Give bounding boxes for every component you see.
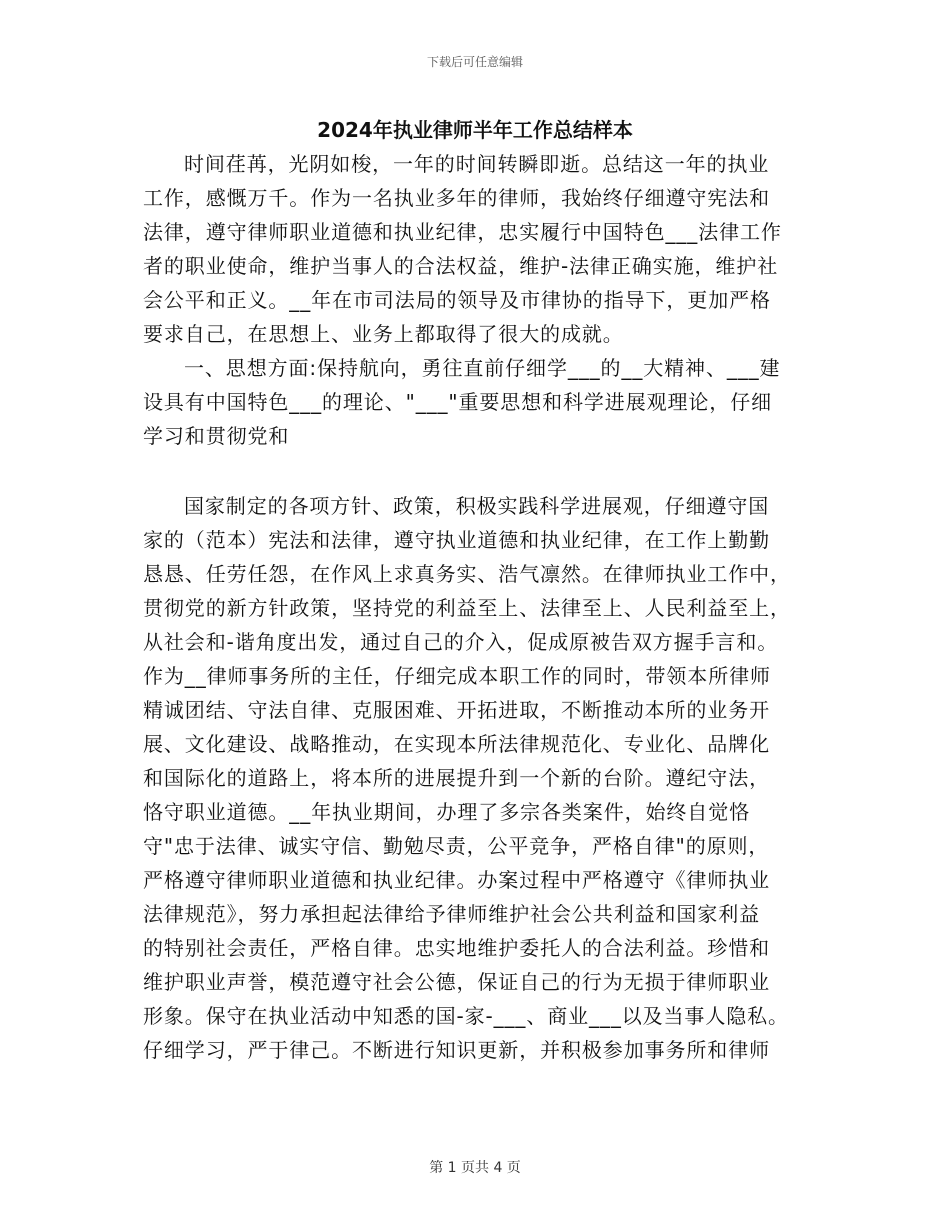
document-body xyxy=(143,147,808,1067)
paragraph3-line: 恪守职业道德。__年执业期间，办理了多宗各类案件，始终自觉恪 xyxy=(143,800,750,824)
paragraph3-line: 恳恳、任劳任怨，在作风上求真务实、浩气凛然。在律师执业工作中， xyxy=(143,562,791,586)
paragraph3-line: 展、文化建设、战略推动，在实现本所法律规范化、专业化、品牌化 xyxy=(143,732,770,756)
document-title: 2024年执业律师半年工作总结样本 xyxy=(317,118,633,142)
paragraph3-line: 维护职业声誉，模范遵守社会公德，保证自己的行为无损于律师职业 xyxy=(143,970,770,994)
paragraph2-line: 一、思想方面:保持航向，勇往直前仔细学___的__大精神、___建 xyxy=(184,356,781,380)
paragraph3-line: 国家制定的各项方针、政策，积极实践科学进展观，仔细遵守国 xyxy=(184,494,770,518)
paragraph1-line: 工作，感慨万千。作为一名执业多年的律师，我始终仔细遵守宪法和 xyxy=(143,186,770,210)
paragraph2-line: 学习和贯彻党和 xyxy=(143,424,290,448)
page-footer: 第 1 页共 4 页 xyxy=(429,1160,521,1176)
paragraph3-line: 从社会和-谐角度出发，通过自己的介入，促成原被告双方握手言和。 xyxy=(143,630,779,654)
paragraph3-line: 和国际化的道路上，将本所的进展提升到一个新的台阶。遵纪守法， xyxy=(143,766,770,790)
paragraph3-line: 形象。保守在执业活动中知悉的国-家-___、商业___以及当事人隐私。 xyxy=(143,1004,789,1028)
paragraph3-line: 作为__律师事务所的主任，仔细完成本职工作的同时，带领本所律师 xyxy=(143,664,771,688)
header-note: 下载后可任意编辑 xyxy=(426,55,523,69)
paragraph2-line: 设具有中国特色___的理论、"___"重要思想和科学进展观理论，仔细 xyxy=(143,390,772,414)
paragraph1-line: 时间荏苒，光阴如梭，一年的时间转瞬即逝。总结这一年的执业 xyxy=(184,152,770,176)
paragraph3-line: 法律规范》，努力承担起法律给予律师维护社会公共利益和国家利益 xyxy=(143,902,760,926)
paragraph3-line: 家的（范本）宪法和法律，遵守执业道德和执业纪律，在工作上勤勤 xyxy=(143,528,770,552)
paragraph1-line: 者的职业使命，维护当事人的合法权益，维护-法律正确实施，维护社 xyxy=(143,254,779,278)
paragraph3-line: 守"忠于法律、诚实守信、勤勉尽责，公平竞争，严格自律"的原则， xyxy=(143,834,770,858)
paragraph3-line: 贯彻党的新方针政策，坚持党的利益至上、法律至上、人民利益至上， xyxy=(143,596,791,620)
paragraph3-line: 严格遵守律师职业道德和执业纪律。办案过程中严格遵守《律师执业 xyxy=(143,868,770,892)
paragraph-gap xyxy=(143,453,808,489)
paragraph3-line: 仔细学习，严于律己。不断进行知识更新，并积极参加事务所和律师 xyxy=(143,1038,770,1062)
paragraph3-line: 的特别社会责任，严格自律。忠实地维护委托人的合法利益。珍惜和 xyxy=(143,936,770,960)
paragraph3-line: 精诚团结、守法自律、克服困难、开拓进取，不断推动本所的业务开 xyxy=(143,698,770,722)
paragraph1-line: 要求自己，在思想上、业务上都取得了很大的成就。 xyxy=(143,322,624,346)
paragraph1-line: 会公平和正义。__年在市司法局的领导及市律协的指导下，更加严格 xyxy=(143,288,771,312)
paragraph1-line: 法律，遵守律师职业道德和执业纪律，忠实履行中国特色___法律工作 xyxy=(143,220,782,244)
